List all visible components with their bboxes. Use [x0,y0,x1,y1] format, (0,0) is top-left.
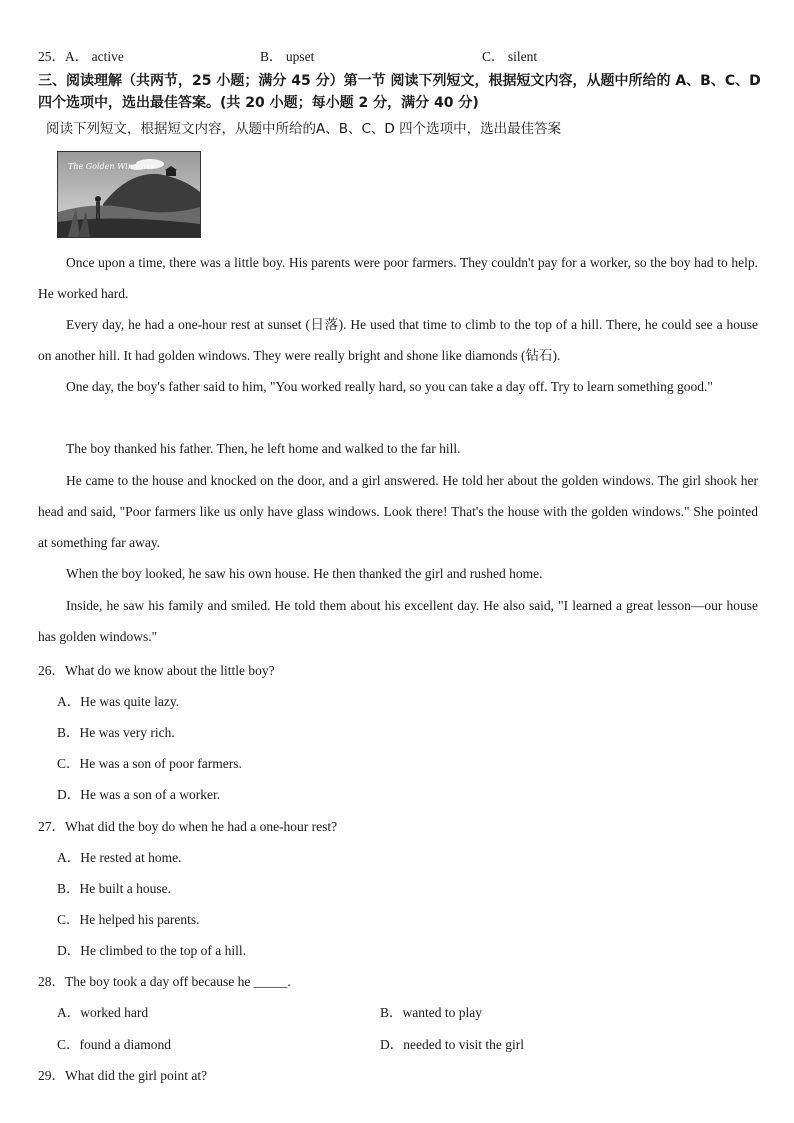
illustration-title: The Golden Windows [68,162,154,171]
question-29-stem: 29．What did the girl point at? [38,1068,208,1083]
q27-option-b: B．He built a house. [57,881,171,896]
story-illustration [57,151,201,238]
instruction-text: 阅读下列短文，根据短文内容，从题中所给的A、B、C、D 四个选项中，选出最佳答案 [46,121,562,137]
story-paragraph: When the boy looked, he saw his own house. He then thanked the girl and rushed home. [66,566,543,581]
story-paragraph: He came to the house and knocked on the door, and a girl answered. He told her about the golden windows. The girl shook her head and said, "Poor farmers like us only have glass windows. Look there! That's the house with the golden windows." She pointed at something far away. [38,473,758,550]
story-paragraph: One day, the boy's father said to him, "You worked really hard, so you can take a day off. Try to learn something good." [66,379,713,394]
story-paragraph: Once upon a time, there was a little boy. His parents were poor farmers. They couldn't pay for a worker, so the boy had to help. He worked hard. [38,255,758,301]
q25-option-b: B． upset [260,49,315,64]
q26-option-d: D．He was a son of a worker. [57,787,221,802]
q25-option-c: C． silent [482,49,538,64]
q28-option-c: C．found a diamond [57,1037,171,1052]
question-27-stem: 27．What did the boy do when he had a one-hour rest? [38,819,338,834]
q28-option-b: B．wanted to play [380,1005,482,1020]
story-paragraph: Inside, he saw his family and smiled. He told them about his excellent day. He also said, "I learned a great lesson—our house has golden windows." [38,598,758,644]
q27-option-d: D．He climbed to the top of a hill. [57,943,246,958]
q26-option-b: B．He was very rich. [57,725,175,740]
q25-option-a: 25．A． active [38,49,124,64]
q27-option-a: A．He rested at home. [57,850,182,865]
question-26-stem: 26．What do we know about the little boy? [38,663,275,678]
q28-option-a: A．worked hard [57,1005,149,1020]
q28-option-d: D．needed to visit the girl [380,1037,524,1052]
story-paragraph: The boy thanked his father. Then, he left home and walked to the far hill. [66,441,461,456]
story-paragraph: Every day, he had a one-hour rest at sunset (日落). He used that time to climb to the top of a hill. There, he could see a house on another hill. It had golden windows. They were really bright and shone like diamonds (钻石). [38,317,758,363]
q26-option-a: A．He was quite lazy. [57,694,180,709]
q26-option-c: C．He was a son of poor farmers. [57,756,242,771]
section-heading: 三、阅读理解（共两节，25 小题；满分 45 分）第一节 阅读下列短文，根据短文内容，从题中所给的 A、B、C、D 四个选项中，选出最佳答案。(共 20 小题；每小题 2 分，满分 40 分) [38,73,761,111]
question-28-stem: 28．The boy took a day off because he _____. [38,974,291,989]
q27-option-c: C．He helped his parents. [57,912,200,927]
